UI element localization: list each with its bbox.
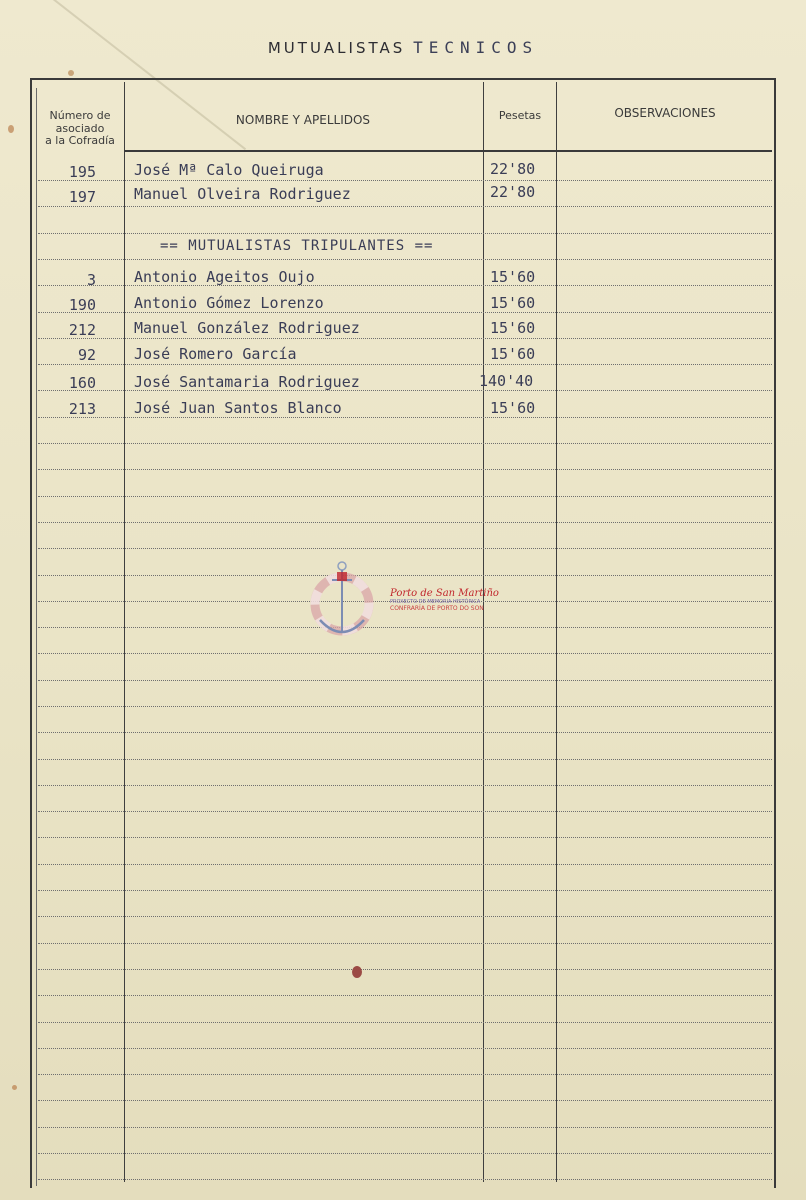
header-member-line-1: Número de <box>49 109 111 122</box>
ledger-rule <box>38 1074 772 1075</box>
stamp-title: Porto de San Martiño <box>390 588 499 599</box>
member-number: 160 <box>68 374 96 392</box>
ledger-rule <box>38 969 772 970</box>
member-amount: 15'60 <box>490 399 536 417</box>
ledger-rule <box>38 496 772 497</box>
member-name: José Juan Santos Blanco <box>134 399 342 417</box>
ledger-rule <box>38 1179 772 1180</box>
ledger-rule <box>38 943 772 944</box>
ledger-rule <box>38 233 772 234</box>
member-name: Antonio Gómez Lorenzo <box>134 294 324 312</box>
member-amount: 15'60 <box>490 268 536 286</box>
ledger-rule <box>38 995 772 996</box>
member-number: 92 <box>77 346 96 364</box>
header-member-line-3: a la Cofradía <box>45 134 115 148</box>
member-amount: 22'80 <box>490 160 536 178</box>
ledger-rule <box>38 916 772 917</box>
ledger-rule <box>38 443 772 444</box>
page-title <box>0 38 806 57</box>
title-printed: MUTUALISTAS <box>267 39 406 57</box>
member-number: 195 <box>68 163 96 181</box>
header-name: NOMBRE Y APELLIDOS <box>235 113 371 127</box>
header-underline <box>124 150 772 152</box>
member-name: José Santamaria Rodriguez <box>134 373 360 391</box>
ledger-rule <box>38 1100 772 1101</box>
stamp-subtitle: PROXECTO DE MEMORIA HISTÓRICA <box>390 599 481 605</box>
member-amount: 15'60 <box>490 294 536 312</box>
ledger-rule <box>38 890 772 891</box>
ledger-rule <box>38 811 772 812</box>
ink-stain <box>8 125 14 133</box>
ledger-rule <box>38 417 772 418</box>
ink-stain <box>68 70 74 76</box>
header-amount: Pesetas <box>498 109 542 122</box>
anchor-lifebuoy-icon <box>310 558 380 648</box>
header-member-number <box>38 110 122 148</box>
member-amount: 140'40 <box>479 372 534 390</box>
title-typed: TECNICOS <box>413 38 539 57</box>
ledger-rule <box>38 364 772 365</box>
member-number: 190 <box>68 296 96 314</box>
ink-stain <box>352 966 362 978</box>
ledger-rule <box>38 680 772 681</box>
ledger-rule <box>38 206 772 207</box>
ledger-rule <box>38 1022 772 1023</box>
ledger-rule <box>38 785 772 786</box>
member-number: 213 <box>68 400 96 418</box>
stamp-caption: CONFRARÍA DE PORTO DO SON <box>390 605 484 612</box>
member-name: Manuel González Rodriguez <box>134 319 360 337</box>
column-divider-amount <box>556 82 557 1182</box>
ledger-rule <box>38 759 772 760</box>
ledger-rule <box>38 469 772 470</box>
member-name: José Romero García <box>134 345 297 363</box>
ledger-rule <box>38 1153 772 1154</box>
column-divider-member <box>124 82 125 1182</box>
ledger-rule <box>38 338 772 339</box>
member-number: 197 <box>68 188 96 206</box>
ledger-rule <box>38 653 772 654</box>
ledger-rule <box>38 837 772 838</box>
member-amount: 15'60 <box>490 319 536 337</box>
ledger-rule <box>38 732 772 733</box>
member-name: José Mª Calo Queiruga <box>134 161 324 179</box>
member-name: Antonio Ageitos Oujo <box>134 268 315 286</box>
ledger-rule <box>38 1127 772 1128</box>
member-amount: 15'60 <box>490 345 536 363</box>
member-name: Manuel Olveira Rodriguez <box>134 185 351 203</box>
member-amount: 22'80 <box>490 183 536 201</box>
member-number: 212 <box>68 321 96 339</box>
archive-stamp <box>310 558 510 648</box>
section-subheading: == MUTUALISTAS TRIPULANTES == <box>160 238 434 254</box>
ledger-rule <box>38 259 772 260</box>
stamp-text <box>390 588 499 612</box>
ledger-rule <box>38 180 772 181</box>
ledger-rule <box>38 522 772 523</box>
member-number: 3 <box>86 271 96 289</box>
ledger-rule <box>38 706 772 707</box>
ledger-rule <box>38 1048 772 1049</box>
ledger-rule <box>38 864 772 865</box>
header-notes: OBSERVACIONES <box>614 106 716 120</box>
ledger-rule <box>38 548 772 549</box>
header-member-line-2: asociado <box>55 121 105 135</box>
ink-stain <box>12 1085 17 1090</box>
ledger-rule <box>38 312 772 313</box>
